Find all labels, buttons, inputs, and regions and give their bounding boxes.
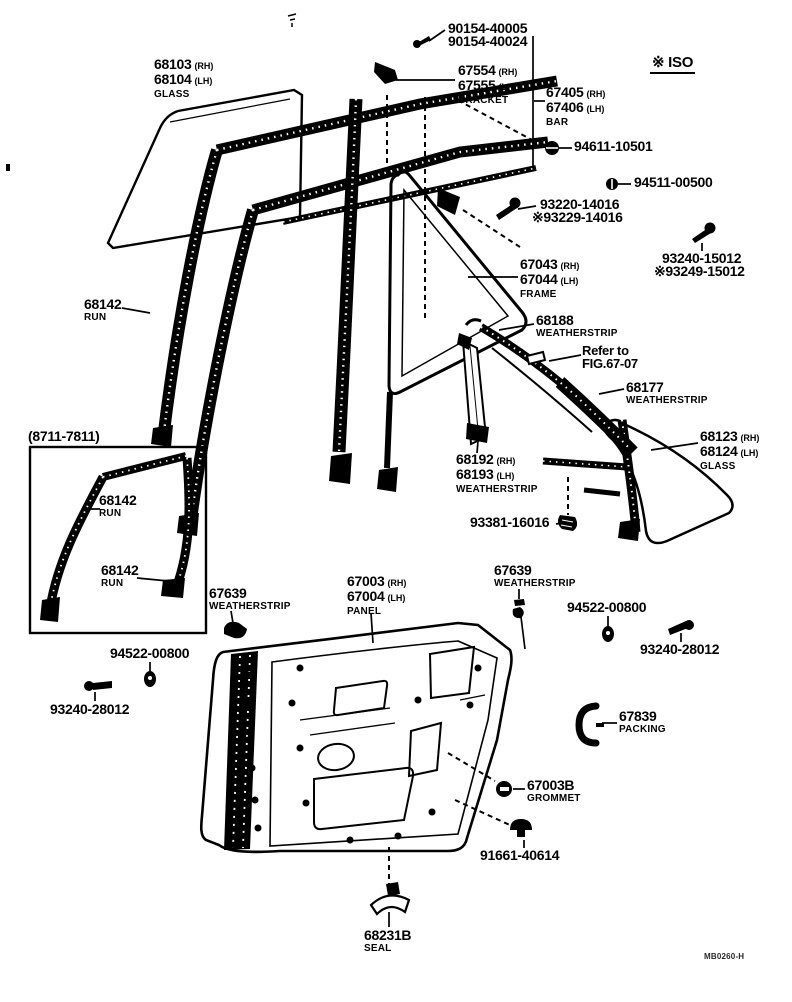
part-number: 68142 [99,492,137,508]
label-68188 [536,314,618,340]
side-suffix: (LH) [194,76,213,86]
part-number: 93240-15012 [662,250,742,266]
screw-icon-94511 [606,178,618,190]
drawing-code: MB0260-H [704,952,745,961]
label-panel [347,575,406,618]
label-bracket [458,64,517,107]
part-number: 90154-40024 [448,33,528,49]
side-suffix: (LH) [560,276,579,286]
grommet-icon-67003B [496,781,512,797]
label-refer-note [582,344,638,370]
side-suffix: (LH) [498,82,517,92]
side-suffix: (LH) [740,448,759,458]
part-number: 68188 [536,312,574,328]
iso-reference-mark: ※ ISO [650,54,695,74]
part-name: WEATHERSTRIP [209,601,291,612]
part-number: 68123 [700,428,738,444]
part-number: 67555 [458,77,496,93]
part-number: 67003B [527,777,575,793]
screw-icon-93220 [496,198,521,221]
round-screw-icon-94611 [545,141,559,155]
side-suffix: (RH) [387,578,407,588]
label-frame [520,258,579,301]
label-run-main [84,298,121,324]
label-93220 [532,196,623,225]
part-number: 68193 [456,466,494,482]
screw-icon-93240-15012 [692,223,716,244]
side-suffix: (LH) [387,593,406,603]
part-name: GLASS [700,461,736,472]
part-number: 67554 [458,62,496,78]
label-68192 [456,453,538,496]
label-67003B [527,779,581,805]
seal-clamp-icon-68231B [371,882,409,914]
part-name: WEATHERSTRIP [494,578,576,589]
refer-figure: FIG.67-07 [582,356,638,371]
side-suffix: (RH) [586,89,606,99]
refer-text: Refer to [582,343,629,358]
part-number: 68103 [154,56,192,72]
label-67639-right [494,564,576,590]
label-91661: 91661-40614 [480,847,560,863]
part-name: PACKING [619,724,666,735]
part-name: RUN [101,578,124,589]
side-suffix: (LH) [586,104,605,114]
part-name: RUN [84,312,107,323]
label-93240-28012-left: 93240-28012 [50,701,130,717]
part-name: RUN [99,508,122,519]
side-suffix: (RH) [194,61,214,71]
label-67639-left [209,587,291,613]
bolt-icon-91661 [510,819,532,837]
part-number: 67003 [347,573,385,589]
part-number: 67405 [546,84,584,100]
part-number: ※93229-14016 [532,209,623,225]
part-number: 67004 [347,588,385,604]
label-94611: 94611-10501 [574,138,653,154]
label-93240-28012-right: 93240-28012 [640,641,720,657]
label-bar [546,86,605,129]
bracket-icon-67554 [374,62,398,84]
part-number: 68192 [456,451,494,467]
part-number: 68231B [364,927,412,943]
part-number: ※93249-15012 [654,263,745,279]
part-name: GROMMET [527,793,581,804]
part-name: GLASS [154,89,190,100]
early-production-run-box [30,447,206,633]
part-name: WEATHERSTRIP [626,395,708,406]
rear-door-glass-drawing [108,90,302,248]
part-number: 68142 [84,296,122,312]
part-number: 67043 [520,256,558,272]
side-suffix: (RH) [496,456,516,466]
label-67839 [619,710,666,736]
part-name: BAR [546,117,569,128]
label-production-period: (8711-7811) [28,428,100,444]
part-number: 67406 [546,99,584,115]
side-suffix: (RH) [560,261,580,271]
door-panel-drawing [201,623,511,852]
part-number: 90154-40005 [448,20,528,36]
part-name: SEAL [364,943,392,954]
part-number: 67839 [619,708,657,724]
grommet-icon-94522-left [144,671,156,687]
label-94522-right: 94522-00800 [567,599,647,615]
part-name: FRAME [520,289,557,300]
quarter-window-frame-drawing [387,172,526,468]
side-suffix: (RH) [740,433,760,443]
part-number: 68142 [101,562,139,578]
clip-icon-67639-left [224,622,247,639]
label-68231B [364,929,411,955]
packing-ring-icon-67839 [579,706,604,743]
part-number: 67639 [494,562,532,578]
bolt-icon-93381 [558,515,577,531]
label-run-box-upper [99,494,136,520]
part-name: WEATHERSTRIP [456,484,538,495]
label-68177 [626,381,708,407]
part-name: WEATHERSTRIP [536,328,618,339]
part-number: 93220-14016 [540,196,620,212]
side-suffix: (RH) [498,67,518,77]
screw-icon-93240-28012-right [668,620,694,635]
label-94522-left: 94522-00800 [110,645,190,661]
part-number: 67044 [520,271,558,287]
label-93240-15012 [654,250,745,279]
label-run-box-lower [101,564,138,590]
screw-icon-90154 [413,36,431,48]
part-name: BRACKET [458,95,509,106]
label-90154-screws [448,22,527,48]
panel-bolt-holes [246,665,482,844]
part-name: PANEL [347,606,382,617]
part-number: 68124 [700,443,738,459]
label-iso-note [650,56,695,69]
label-93381: 93381-16016 [470,514,550,530]
grommet-icon-94522-right [602,626,614,642]
part-number: 68104 [154,71,192,87]
screw-icon-93240-28012-left [84,681,112,691]
side-suffix: (LH) [496,471,515,481]
label-94511: 94511-00500 [634,174,713,190]
part-number: 67639 [209,585,247,601]
label-rear-glass [154,58,213,101]
clip-icon-67639-right [513,599,525,618]
part-number: 68177 [626,379,664,395]
label-quarter-glass [700,430,759,473]
